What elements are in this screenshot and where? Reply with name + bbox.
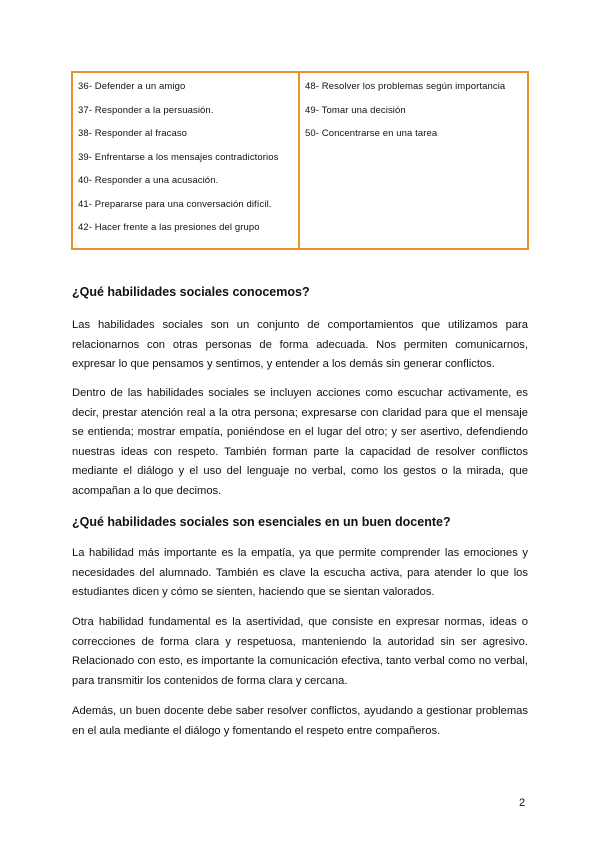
paragraph: Además, un buen docente debe saber resolver conflictos, ayudando a gestionar problemas en el aula mediante el diálogo y fomentando el respeto entre compañeros. xyxy=(72,705,528,737)
skills-column-left xyxy=(73,73,300,248)
skills-column-right xyxy=(300,73,527,248)
skill-item: 38- Responder al fracaso xyxy=(78,128,188,139)
skills-table xyxy=(71,71,529,250)
section-heading-social-skills: ¿Qué habilidades sociales conocemos? xyxy=(72,285,310,299)
paragraph: Otra habilidad fundamental es la asertividad, que consiste en expresar normas, ideas o correcciones de forma clara y respetuosa, manteniendo la autoridad sin ser agresivo. Relacionado con esto, es importante la comunicación efectiva, tanto verbal como no verbal, para transmitir los contenidos de forma clara y cercana. xyxy=(72,616,528,687)
page-number: 2 xyxy=(519,797,526,809)
skill-item: 37- Responder a la persuasión. xyxy=(78,104,214,116)
section-heading-teacher-skills: ¿Qué habilidades sociales son esenciales en un buen docente? xyxy=(72,515,451,529)
skill-item: 42- Hacer frente a las presiones del grupo xyxy=(78,222,260,233)
skill-item: 39- Enfrentarse a los mensajes contradictorios xyxy=(78,151,279,163)
skill-item: 50- Concentrarse en una tarea xyxy=(305,128,438,139)
skill-item: 41- Prepararse para una conversación difícil. xyxy=(78,198,272,210)
paragraph: Las habilidades sociales son un conjunto de comportamientos que utilizamos para relacionarnos con otras personas de forma adecuada. Nos permiten comunicarnos, expresar lo que pensamos y sentimos, y entender a los demás sin generar conflictos. xyxy=(72,319,528,371)
skill-item: 48- Resolver los problemas según importancia xyxy=(305,81,506,92)
paragraph: La habilidad más importante es la empatía, ya que permite comprender las emociones y necesidades del alumnado. También es clave la escucha activa, para atender lo que los estudiantes dicen y cómo se sienten, haciendo que se sientan valorados. xyxy=(72,547,528,599)
paragraph: Dentro de las habilidades sociales se incluyen acciones como escuchar activamente, es decir, prestar atención real a la otra persona; expresarse con claridad para que el mensaje se entienda; mostrar empatía, poniéndose en el lugar del otro; y ser asertivo, defendiendo nuestras ideas con respeto. También forman parte la capacidad de resolver conflictos mediante el diálogo y el uso del lenguaje no verbal, como los gestos o la mirada, que acompañan a lo que decimos. xyxy=(72,387,528,497)
skill-item: 40- Responder a una acusación. xyxy=(78,175,219,186)
skill-item: 49- Tomar una decisión xyxy=(305,104,406,116)
skill-item: 36- Defender a un amigo xyxy=(78,81,186,92)
